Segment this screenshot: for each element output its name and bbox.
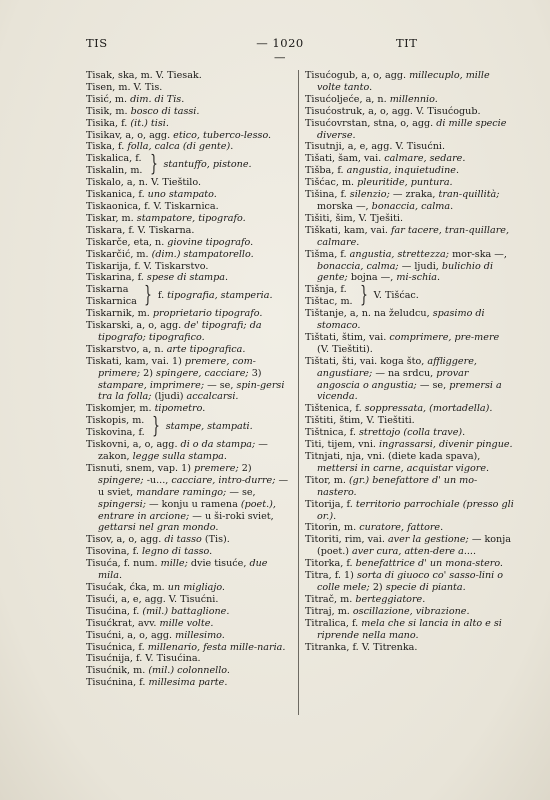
- dictionary-entry: Tiskalo, a, n. V. Tieštilo.: [86, 177, 202, 189]
- dictionary-entry: Titorija, f. territorio parrochiale (presso gli or.).: [305, 498, 514, 522]
- dictionary-entry: Titoriti, rim, vai. aver la gestione; — konja (poet.) aver cura, atten-dere a....: [305, 534, 511, 558]
- dictionary-entry-group: [86, 153, 292, 177]
- dictionary-entry: Tišma, f. angustia, strettezza; mor-ska —, bonaccia, calma; — ljudi, bulichio di gente; bojna —, mi-schia.: [305, 248, 507, 284]
- dictionary-entry: Titor, m. (gr.) benefattore d' un mo-nastero.: [305, 474, 478, 498]
- entry-gloss: stantuffo, pistone.: [163, 159, 252, 171]
- dictionary-entry: Tiskarina, f. spese di stampa.: [86, 272, 229, 284]
- dictionary-entry: Tisak, ska, m. V. Tiesak.: [86, 70, 202, 81]
- dictionary-entry: Tisić, m. dim. di Tis.: [86, 93, 185, 105]
- dictionary-entry: Tiskarija, f. V. Tiskarstvo.: [86, 260, 209, 272]
- right-column: [305, 70, 514, 653]
- dictionary-entry: Tištanje, a, n. na želudcu, spasimo di stomaco.: [305, 308, 485, 332]
- entry-gloss: V. Tišćac.: [373, 290, 419, 302]
- dictionary-entry: Tiškati, kam, vai. far tacere, tran-quillare, calmare.: [305, 224, 510, 248]
- page-header: [0, 36, 550, 64]
- column-divider: [298, 70, 299, 715]
- dictionary-entry: Tiskarstvo, a, n. arte tipografica.: [86, 343, 246, 355]
- dictionary-entry: Tiska, f. folla, calca (di gente).: [86, 141, 234, 153]
- headword: Tišnja, f.: [305, 284, 347, 296]
- dictionary-entry: Tiskomjer, m. tipometro.: [86, 403, 206, 415]
- dictionary-entry-group: [86, 284, 292, 308]
- headword: Tiskovina, f.: [86, 427, 145, 439]
- dictionary-entry: Titranka, f. V. Titrenka.: [305, 641, 418, 653]
- dictionary-entry: Tiskarnik, m. proprietario tipografo.: [86, 308, 263, 320]
- dictionary-entry: Titralica, f. mela che si lancia in alto e si riprende nella mano.: [305, 617, 502, 641]
- dictionary-entry: Tišati, šam, vai. calmare, sedare.: [305, 153, 466, 165]
- dictionary-entry: Tištati, šti, vai. koga što, affliggere, angustiare; — na srdcu, provar angoscia o angustia; — se, premersi a vicenda.: [305, 355, 502, 403]
- dictionary-entry: Tištiti, štim, V. Tieštiti.: [305, 415, 415, 427]
- dictionary-entry: Tisnuti, snem, vap. 1) premere; 2) spingere; -u..., cacciare, intro-durre; — u sviet, mandare ramingo; — se, spingersi; — konju u ramena (poet.), entrare in arcione; — u ši-roki sviet, gettarsi nel gran mondo.: [86, 462, 289, 534]
- dictionary-entry: Tisućnica, f. millenario, festa mille-naria.: [86, 641, 286, 653]
- left-column: [86, 70, 292, 689]
- dictionary-entry: Tisućovrstan, stna, o, agg. di mille specie diverse.: [305, 117, 507, 141]
- dictionary-entry: Tisika, f. (it.) tisi.: [86, 117, 169, 129]
- header-left-guideword: TIS: [86, 36, 108, 50]
- dictionary-entry: Tisov, a, o, agg. di tasso (Tis).: [86, 534, 230, 546]
- dictionary-entry: Tisik, m. bosco di tassi.: [86, 105, 200, 117]
- dictionary-entry: Tiskara, f. V. Tiskarna.: [86, 224, 195, 236]
- dictionary-entry: Tisućak, ćka, m. un migliajo.: [86, 581, 225, 593]
- dictionary-entry: Tiskarski, a, o, agg. de' tipografi; da tipografo; tipografico.: [86, 320, 262, 343]
- headword: Tiskalin, m.: [86, 165, 143, 177]
- dictionary-entry: Titnjati, nja, vni. (diete kada spava), mettersi in carne, acquistar vigore.: [305, 451, 490, 474]
- dictionary-entry: Tisućina, f. (mil.) battaglione.: [86, 605, 230, 617]
- dictionary-entry: Tisikav, a, o, agg. etico, tuberco-lesso.: [86, 129, 272, 141]
- dictionary-entry: Titraj, m. oscillazione, vibrazione.: [305, 605, 470, 617]
- dictionary-entry: Tisućkrat, avv. mille volte.: [86, 617, 214, 629]
- dictionary-entry-group: [86, 415, 292, 439]
- dictionary-entry: Tišiti, šim, V. Tješiti.: [305, 212, 404, 224]
- dictionary-entry: Titrač, m. berteggiatore.: [305, 593, 426, 605]
- brace-glyph: }: [149, 152, 158, 178]
- dictionary-entry: Tištnica, f. strettojo (colla trave).: [305, 427, 466, 439]
- dictionary-entry: Titra, f. 1) sorta di giuoco co' sasso-lini o colle mele; 2) specie di pianta.: [305, 570, 504, 593]
- dictionary-entry: Tisućnina, f. millesima parte.: [86, 677, 228, 689]
- dictionary-entry: Tisućni, a, o, agg. millesimo.: [86, 629, 225, 641]
- headword: Tiskarnica: [86, 296, 137, 308]
- dictionary-entry: Tiskaonica, f. V. Tiskarnica.: [86, 200, 219, 212]
- dictionary-entry: Tiskanica, f. uno stampato.: [86, 189, 217, 201]
- dictionary-entry-group: [305, 284, 514, 308]
- dictionary-entry: Tisućostruk, a, o, agg. V. Tisućogub.: [305, 105, 481, 117]
- headword: Tištac, m.: [305, 296, 353, 308]
- dictionary-entry: Tisućnija, f. V. Tisućina.: [86, 653, 201, 665]
- dictionary-entry: Tisutnji, a, e, agg. V. Tisućni.: [305, 141, 446, 153]
- dictionary-entry: Tisovina, f. legno di tasso.: [86, 546, 213, 558]
- dictionary-entry: Tišba, f. angustia, inquietudine.: [305, 165, 460, 177]
- dictionary-entry: Tištati, štim, vai. comprimere, pre-mere (V. Tieštiti).: [305, 331, 500, 355]
- dictionary-entry: Tiskar, m. stampatore, tipografo.: [86, 212, 246, 224]
- dictionary-entry: Tištenica, f. soppressata, (mortadella).: [305, 403, 493, 415]
- dictionary-entry: Titi, tijem, vni. ingrassarsi, divenir pingue.: [305, 439, 513, 451]
- dictionary-entry: Tisuća, f. num. mille; dvie tisuće, due mila.: [86, 558, 268, 582]
- dictionary-entry: Tisući, a, e, agg. V. Tisućni.: [86, 593, 219, 605]
- dictionary-entry: Tišćac, m. pleuritide, puntura.: [305, 177, 453, 189]
- dictionary-entry: Tisen, m. V. Tis.: [86, 81, 163, 93]
- page-number: — 1020 —: [256, 36, 304, 64]
- headword: Tiskarna: [86, 284, 129, 296]
- brace-glyph: }: [359, 283, 368, 309]
- dictionary-entry: Tisućoljeće, a, n. millennio.: [305, 93, 438, 105]
- dictionary-entry: Tisućnik, m. (mil.) colonnello.: [86, 665, 230, 677]
- header-right-guideword: TIT: [396, 36, 418, 50]
- headword: Tiskopis, m.: [86, 415, 145, 427]
- dictionary-entry: Tiskati, kam, vai. 1) premere, com-primere; 2) spingere, cacciare; 3) stampare, imprimere; — se, spin-gersi tra la folla; (ljudi) accalcarsi.: [86, 355, 285, 403]
- dictionary-entry: Tiskarče, eta, n. giovine tipografo.: [86, 236, 254, 248]
- brace-glyph: }: [144, 283, 152, 309]
- entry-gloss: f. tipografia, stamperia.: [157, 290, 273, 302]
- dictionary-entry: Tišina, f. silenzio; — zraka, tran-quillità; morska —, bonaccia, calma.: [305, 189, 500, 212]
- dictionary-entry: Titorka, f. benefattrice d' un mona-stero.: [305, 558, 503, 570]
- dictionary-entry: Titorin, m. curatore, fattore.: [305, 522, 444, 534]
- dictionary-entry: Tiskovni, a, o, agg. di o da stampa; — zakon, legge sulla stampa.: [86, 439, 268, 462]
- headword: Tiskalica, f.: [86, 153, 142, 165]
- entry-gloss: stampe, stampati.: [165, 421, 253, 433]
- dictionary-entry: Tiskarčić, m. (dim.) stampatorello.: [86, 248, 254, 260]
- dictionary-entry: Tisućogub, a, o, agg. millecuplo, mille volte tanto.: [305, 70, 490, 93]
- brace-glyph: }: [151, 414, 160, 440]
